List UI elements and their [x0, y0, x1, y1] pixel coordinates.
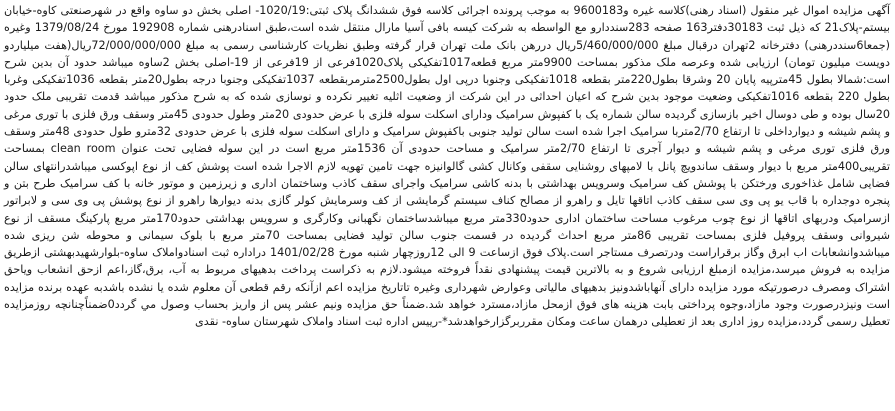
notice-body-text: آگهی مزایده اموال غیر منقول (اسناد رهنی)کلاسه غیره و9600183 به موجب پرونده اجرائی کلاسه فوق ششدانگ پلاک ثبتی:1020/19- اصلی بخش دو ساوه واقع در شهرصنعتی کاوه-خیابان بیستم-پلاک21 که ذیل ثبت 30183دفتر163 صفحه 283سنددارو مع الواسطه به شرکت کیسه بافی آسیا مارال منتقل شده است،طبق اسنادرهنی شماره 192908 مورخ 1379/08/24 وغیره (جمعا6سنددرهنی) دفترخانه 2تهران درقبال مبلغ 5/460/000/000ریال دررهن بانک ملت تهران قرار گرفته وطبق نظریات کارشناسی رسمی به مبلغ 72/000/000/000ریال(هفت میلیاردو دویست میلیون تومان) ارزیابی شده وعرصه ملک مذکور بمساحت 9900متر مربع قطعه1017تفکیکی پلاک1020فرعی از 19فرعی از 19-اصلی بخش 2ساوه میباشد حدود آن بدین شرح است:شمالا بطول 45مترپیه پایان 20 وشرقا بطول220متر بقطعه 1018تفکیکی وجنوبا درپی اول بطول2500مترمربقطعه 1037تفکیکی وجنوبا درجه بطول20متر بقطعه 1036تفکیکی وغربا بطول 220 بقطعه 1016تفکیکی وضعیت موجود بدین شرح که اعیان احداثی در این شرکت از وضعیت اثلیه تغییر نکرده و نوسازی شده که به شرح مذکور میباشد قدمت تقریبی ملک حدود 20سال بوده و طی دوسال اخیر بازسازی گردیده سالن شماره یک با کفپوش سرامیک ودارای اسکلت سوله فلزی با عرض حدودی 20متر وطول حدودی 45متر وسقف ورق فلزی با توری مرغی و پشم شیشه و دیوارداخلی تا ارتفاع 2/70متربا سرامیک اجرا شده است سالن تولید جنوبی باکفپوش سرامیک و دارای اسکلت سوله فلزی با عرض حدودی 32مترو طول حدودی 48متر وسقف ورق فلزی توری مرغی و پشم شیشه و دیوار آجری تا ارتفاع 2/70متر سرامیک و مساحت حدودی آن 1536متر مربع است در این سوله فضایی تحت عنوان clean room بمساحت تقریبی400متر مربع با دیوار وسقف ساندویچ پانل با لامپهای روشنایی سقفی وکانال کشی گالوانیزه جهت تامین تهویه لازم الاجرا شده است پوشش کف از نوع اپوکسی میباشدرانتهای سالن فضایی شامل غذاخوری ورختکن با پوشش کف سرامیک وسرویس بهداشتی با بدنه کاشی سرامیک واجرای سقف کاذب وساختمان اداری و زیرزمین و موتور خانه با کف سرامیک طرح بتن و پنجره دوجداره با قاب یو پی وی سی سقف کاذب اتاقها تایل و راهرو از مصالح کناف سیستم گرمایشی از کف وسرمایش کولر گازی بدنه دیوارها راهرو از نوع پوشش پی وی سی و لابراتور ازسرامیک ودربهای اتاقها از نوع چوب مرغوب مساحت ساختمان اداری حدود330متر مربع میباشدساختمان نگهبانی وکارگری و سرویس بهداشتی حدود170متر مربع پارکینگ مسقف از نوع شیروانی وسقف پروفیل فلزی بمساحت تقریبی 86متر مربع احداث گردیده در قسمت جنوب سالن تولید فضایی بمساحت 70متر مربع با بلوک سیمانی و محوطه شن ریزی شده میباشدوانشعابات اب ابرق وگاز برقراراست ودرتصرف مستاجر است.پلاک فوق ازساعت 9 الی 12روزچهار شنبه مورخ 1401/02/28 دراداره ثبت اسنادواملاک ساوه-بلوارشهیدبهشتی ازطریق مزایده به فروش میرسد،مزایده ازمبلغ ارزیابی شروع و به بالاترین قیمت پیشنهادی نقداً فروخته میشود.لازم به ذکراست پرداخت بدهیهای مربوط به آب، برق،گاز،اعم ازحق انشعاب وياحق اشتراک ومصرف درصورتیکه مورد مزایده دارای آنهاباشدونیز بدهیهای مالیاتی وعوارض شهرداری وغیره تاتاریخ مزایده اعم ازآنکه رقم قطعی آن معلوم شده یا نشده باشدبه عهده برنده مزایده است ونیزدرصورت وجود مازاد،وجوه پرداختی بابت هزینه های فوق ازمحل مازاد،مسترد خواهد شد.ضمناً حق مزایده ونیم عشر پس از واریز بحساب وصول مي گردد0ضمناًچنانچه روزمزایده تعطیل رسمی گردد،مزایده روز اداری بعد از تعطیلی درهمان ساعت ومکان مقرربرگزارخواهدشد*-رییس اداره ثبت اسناد واملاک شهرستان ساوه- نقدی: [4, 4, 891, 329]
